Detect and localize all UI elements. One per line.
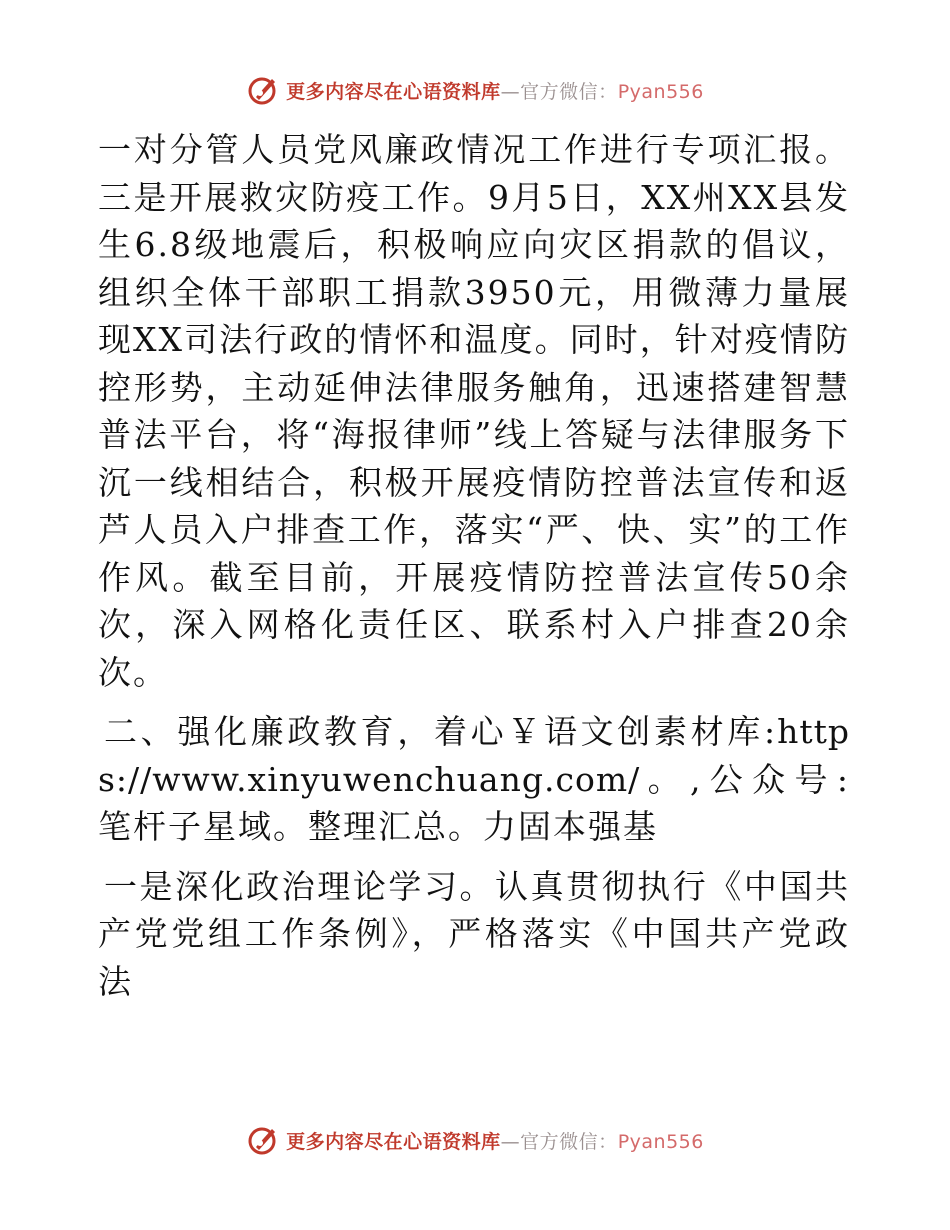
paragraph-disaster-relief: 一对分管人员党风廉政情况工作进行专项汇报。三是开展救灾防疫工作。9月5日，XX州XX县发生6.8级地震后，积极响应向灾区捐款的倡议，组织全体干部职工捐款3950元，用微薄力量展现XX司法行政的情怀和温度。同时，针对疫情防控形势，主动延伸法律服务触角，迅速搭建智慧普法平台，将“海报律师”线上答疑与法律服务下沉一线相结合，积极开展疫情防控普法宣传和返芦人员入户排查工作，落实“严、快、实”的工作作风。截至目前，开展疫情防控普法宣传50余次，深入网格化责任区、联系村入户排查20余次。 xyxy=(98,130,850,692)
paragraph-section-two-heading xyxy=(98,708,850,851)
header-banner-site: 更多内容尽在心语资料库 xyxy=(286,80,501,103)
section-two-title-continued: 。,公众号: 笔杆子星域。整理汇总。力固本强基 xyxy=(98,759,850,846)
header-banner xyxy=(0,70,950,110)
header-banner-text xyxy=(286,77,704,104)
header-banner-wechat-id: Pyan556 xyxy=(617,80,704,103)
pen-circle-logo-icon xyxy=(246,1123,280,1157)
document-body xyxy=(98,126,850,1005)
footer-banner-site: 更多内容尽在心语资料库 xyxy=(286,1130,501,1153)
footer-banner-text xyxy=(286,1127,704,1154)
pen-circle-logo-icon xyxy=(246,73,280,107)
footer-banner-wechat-id: Pyan556 xyxy=(617,1130,704,1153)
footer-banner-wechat-label: 官方微信： xyxy=(520,1130,618,1153)
header-banner-wechat-label: 官方微信： xyxy=(520,80,618,103)
footer-banner xyxy=(0,1120,950,1160)
header-banner-dash: — xyxy=(500,80,521,103)
section-two-title: 二、强化廉政教育，着心￥语文创素材库: xyxy=(104,712,778,751)
footer-banner-dash: — xyxy=(500,1130,521,1153)
resource-url: https://www.xinyuwenchuang.com/ xyxy=(98,712,850,799)
paragraph-political-study: 一是深化政治理论学习。认真贯彻执行《中国共产党党组工作条例》，严格落实《中国共产党政法 xyxy=(98,866,850,1001)
